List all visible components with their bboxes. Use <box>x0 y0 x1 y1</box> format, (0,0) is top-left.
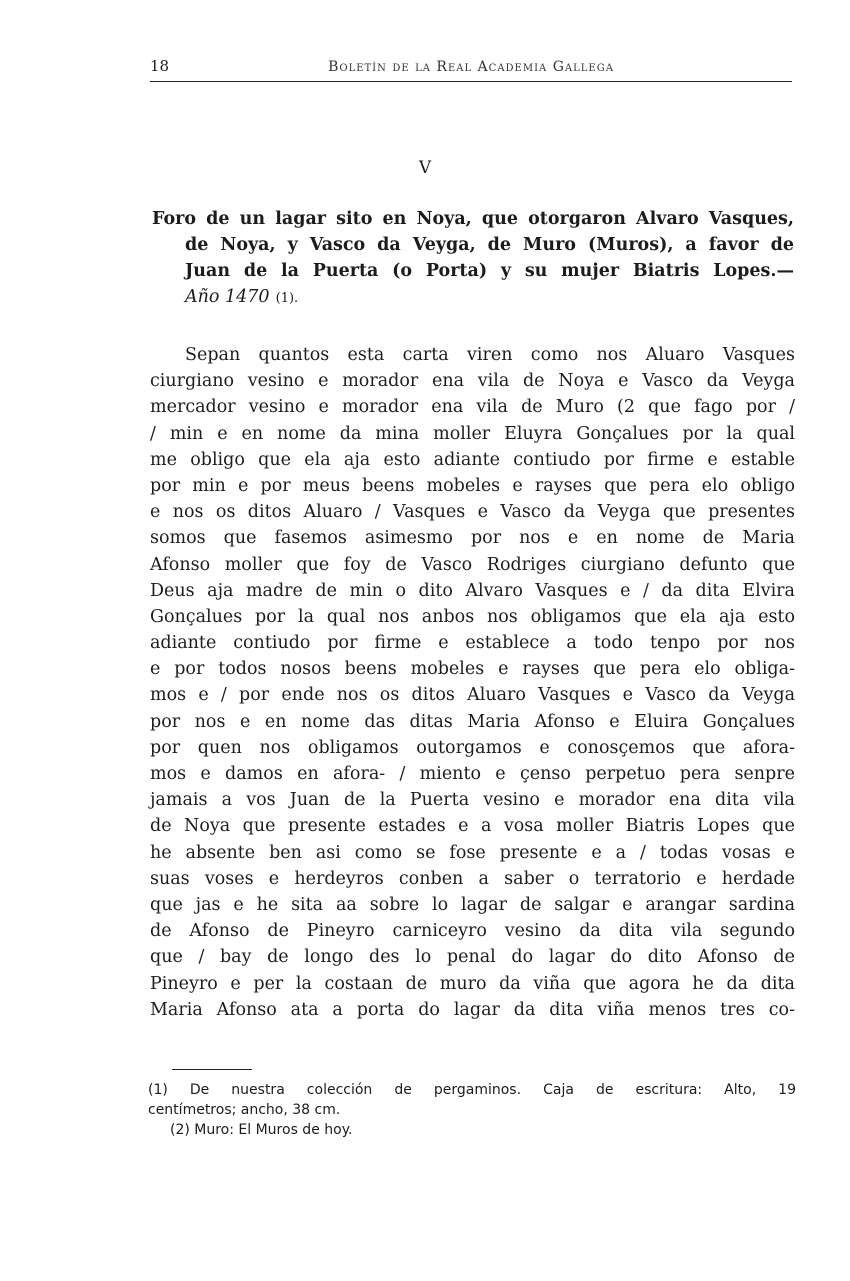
body-line: suas voses e herdeyros conben a saber o terratorio e herdade <box>150 868 795 889</box>
body-line: por quen nos obligamos outorgamos e conosçemos que afora- <box>150 737 795 758</box>
body-line: me obligo que ela aja esto adiante contiudo por firme e estable <box>150 449 795 470</box>
body-line: adiante contiudo por firme e establece a todo tenpo por nos <box>150 633 795 654</box>
body-line: que / bay de longo des lo penal do lagar do dito Afonso de <box>150 947 795 968</box>
body-line: jamais a vos Juan de la Puerta vesino e morador ena dita vila <box>150 790 795 811</box>
body-line: mercador vesino e morador ena vila de Muro (2 que fago por / <box>150 397 795 418</box>
footnote: (1) De nuestra colección de pergaminos. Caja de escritura: Alto, 19 <box>148 1082 796 1098</box>
body-line: e nos os ditos Aluaro / Vasques e Vasco da Veyga que presentes <box>150 502 795 523</box>
footnote-ref: (1). <box>275 291 299 306</box>
title-line: de Noya, y Vasco da Veyga, de Muro (Muros), a favor de <box>185 235 794 255</box>
document-title <box>152 206 794 310</box>
body-line: Gonçalues por la qual nos anbos nos obligamos que ela aja esto <box>150 606 795 627</box>
body-line: somos que fasemos asimesmo por nos e en nome de Maria <box>150 528 795 549</box>
title-year-line <box>152 284 794 310</box>
page-header <box>150 57 792 82</box>
body-line: / min e en nome da mina moller Eluyra Gonçalues por la qual <box>150 423 795 444</box>
body-line: de Afonso de Pineyro carniceyro vesino da dita vila segundo <box>150 921 795 942</box>
running-title: Boletín de la Real Academia Gallega <box>328 59 614 75</box>
body-line: por min e por meus beens mobeles e rayses que pera elo obligo <box>150 475 795 496</box>
body-line: ciurgiano vesino e morador ena vila de Noya e Vasco da Veyga <box>150 371 795 392</box>
section-number: V <box>418 158 432 178</box>
footnote-continuation: centímetros; ancho, 38 cm. <box>148 1102 341 1118</box>
footnote: (2) Muro: El Muros de hoy. <box>170 1122 353 1138</box>
body-line: Deus aja madre de min o dito Alvaro Vasques e / da dita Elvira <box>150 580 795 601</box>
body-line: de Noya que presente estades e a vosa moller Biatris Lopes que <box>150 816 795 837</box>
body-line: por nos e en nome das ditas Maria Afonso e Eluira Gonçalues <box>150 711 795 732</box>
body-line: mos e damos en afora- / miento e çenso perpetuo pera senpre <box>150 764 795 784</box>
body-line: Afonso moller que foy de Vasco Rodriges ciurgiano defunto que <box>150 554 795 575</box>
page-number: 18 <box>150 57 170 75</box>
body-line: e por todos nosos beens mobeles e rayses que pera elo obliga- <box>150 659 795 680</box>
document-body <box>150 342 795 1023</box>
footnote-divider <box>172 1069 252 1070</box>
title-line: Juan de la Puerta (o Porta) y su mujer Biatris Lopes.— <box>185 261 794 281</box>
body-line: mos e / por ende nos os ditos Aluaro Vasques e Vasco da Veyga <box>150 685 795 706</box>
body-line: he absente ben asi como se fose presente e a / todas vosas e <box>150 842 795 863</box>
body-line: Sepan quantos esta carta viren como nos Aluaro Vasques <box>185 345 795 365</box>
footnotes <box>148 1080 796 1140</box>
body-line: que jas e he sita aa sobre lo lagar de salgar e arangar sardina <box>150 894 795 915</box>
body-line: Maria Afonso ata a porta do lagar da dita viña menos tres co- <box>150 999 795 1020</box>
body-line: Pineyro e per la costaan de muro da viña que agora he da dita <box>150 973 795 994</box>
title-line: Foro de un lagar sito en Noya, que otorgaron Alvaro Vasques, <box>152 209 794 229</box>
document-year: Año 1470 <box>185 287 270 307</box>
